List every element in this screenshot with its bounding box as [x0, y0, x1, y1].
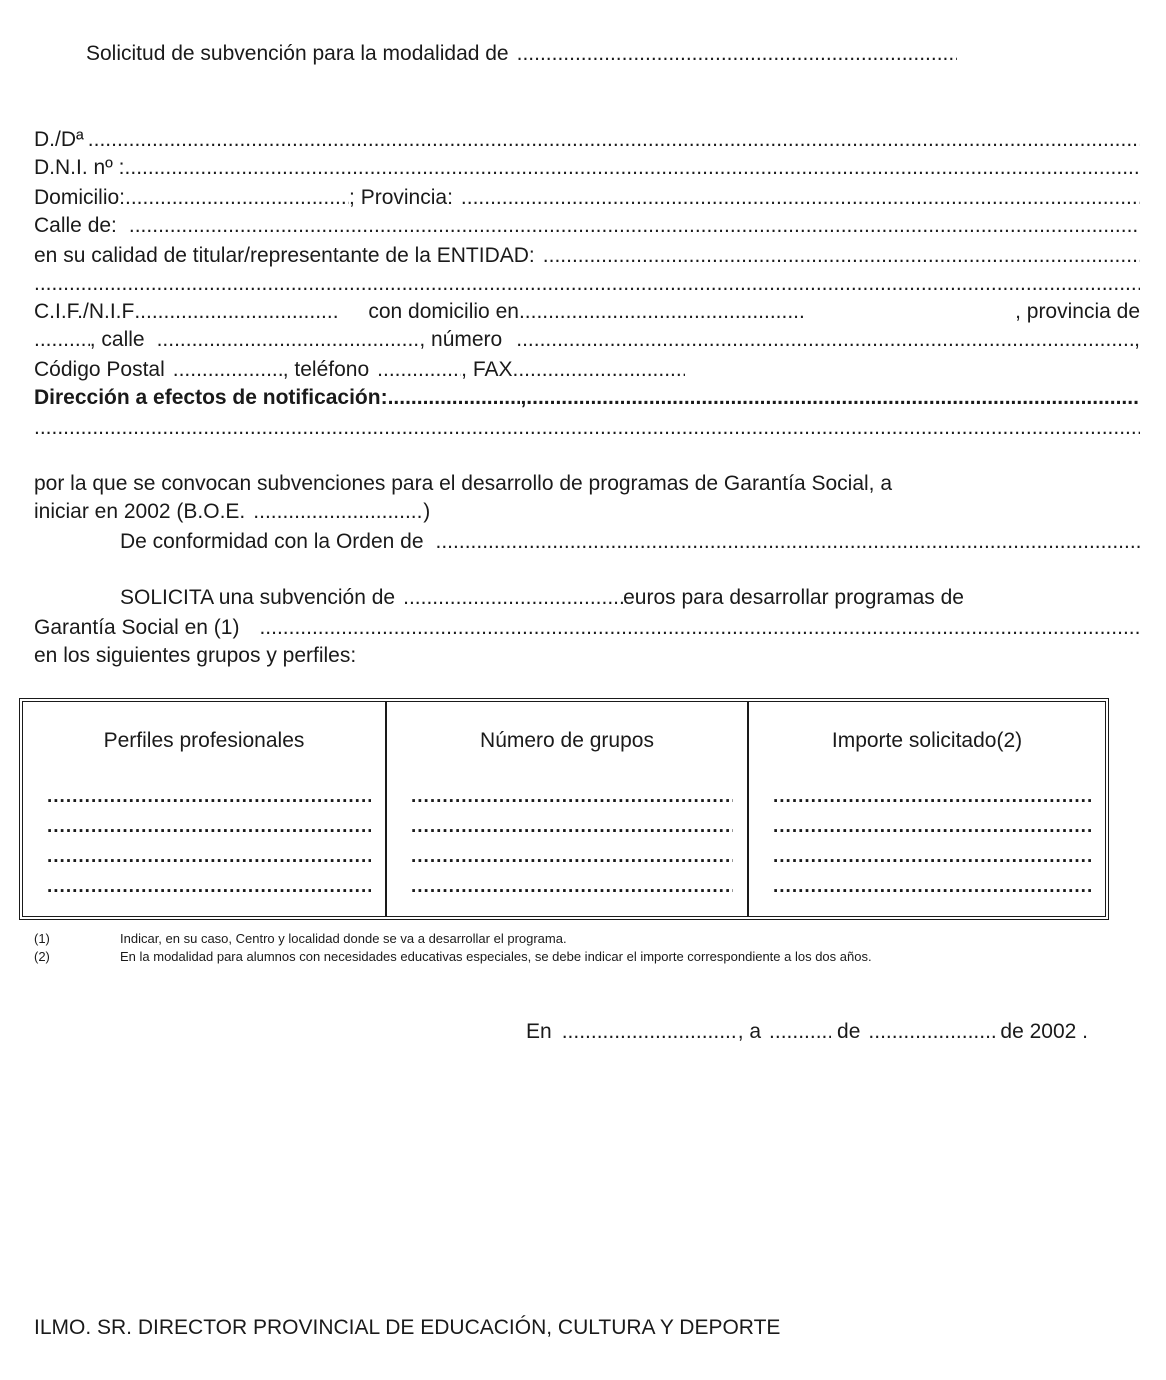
date-day-field[interactable]: [769, 1018, 831, 1046]
provincia-label: ; Provincia:: [349, 186, 453, 209]
entidad-field-2[interactable]: [34, 270, 1140, 298]
column-grupos: [387, 702, 749, 916]
calle-field[interactable]: [129, 212, 1140, 240]
cif-field[interactable]: [134, 298, 340, 326]
solicita-label-2: euros para desarrollar programas de: [623, 586, 964, 609]
fax-label: , FAX: [461, 358, 513, 381]
entidad-label: en su calidad de titular/representante de la ENTIDAD:: [34, 244, 535, 267]
con-domicilio-label: con domicilio en: [368, 300, 519, 323]
calle2-field[interactable]: [157, 326, 420, 354]
cp-field[interactable]: [173, 356, 283, 384]
footnote-1-text: Indicar, en su caso, Centro y localidad donde se va a desarrollar el programa.: [120, 931, 567, 946]
importe-field-4[interactable]: [773, 872, 1091, 902]
perfiles-field-2[interactable]: [47, 812, 371, 842]
convoca-line-2: [34, 498, 1140, 526]
perfiles-field-1[interactable]: [47, 782, 371, 812]
importe-field-2[interactable]: [773, 812, 1091, 842]
profiles-table: [19, 698, 1109, 920]
numero-label: , número: [419, 328, 503, 351]
notificacion-label: Dirección a efectos de notificación:: [34, 386, 388, 409]
column-perfiles: [23, 702, 387, 916]
convoca-text-2-end: ): [423, 500, 431, 523]
orden-field[interactable]: [436, 528, 1140, 556]
domicilio-field[interactable]: [125, 184, 349, 212]
garantia-field[interactable]: [259, 614, 1140, 642]
name-label: D./Dª: [34, 128, 84, 151]
notificacion-line: [34, 384, 1140, 412]
notificacion-sep: ,: [520, 386, 527, 409]
calle-line: [34, 212, 1140, 240]
footnote-1-num: (1): [34, 931, 50, 946]
notificacion-field[interactable]: [388, 384, 521, 412]
domicilio-label: Domicilio:: [34, 186, 126, 209]
orden-label: De conformidad con la Orden de: [120, 530, 424, 553]
modalidad-field[interactable]: [517, 40, 957, 68]
entidad-line-2: [34, 270, 1140, 298]
dni-label: D.N.I. nº :: [34, 156, 125, 179]
grupos-rows: [411, 782, 733, 902]
name-line: [34, 126, 1140, 154]
grupos-field-1[interactable]: [411, 782, 733, 812]
telefono-field[interactable]: [377, 356, 461, 384]
notificacion-line-2: [34, 414, 1140, 442]
calle2-label: , calle: [89, 328, 145, 351]
dni-field[interactable]: [125, 154, 1140, 182]
footnote-1: [34, 930, 1124, 948]
footnote-2-text: En la modalidad para alumnos con necesidades educativas especiales, se debe indicar el importe correspondiente a los dos años.: [120, 949, 872, 964]
modalidad-label: Solicitud de subvención para la modalidad de: [86, 42, 509, 65]
importe-rows: [773, 782, 1091, 902]
cp-line: [34, 356, 1140, 384]
garantia-line: [34, 614, 1140, 642]
provincia-de-field[interactable]: [34, 326, 90, 354]
solicita-label: SOLICITA una subvención de: [120, 586, 396, 609]
importe-field[interactable]: [403, 584, 623, 612]
domicilio-line: [34, 184, 1140, 212]
con-domicilio-field[interactable]: [519, 298, 803, 326]
modalidad-line: [86, 40, 1086, 68]
header-grupos: Número de grupos: [480, 729, 654, 752]
date-month-field[interactable]: [868, 1018, 996, 1046]
cif-label: C.I.F./N.I.F: [34, 300, 135, 323]
telefono-label: , teléfono: [282, 358, 370, 381]
garantia-label: Garantía Social en (1): [34, 616, 240, 639]
footnote-2-num: (2): [34, 949, 50, 964]
date-a-label: , a: [737, 1020, 762, 1043]
perfiles-field-3[interactable]: [47, 842, 371, 872]
perfiles-rows: [47, 782, 371, 902]
date-year-label: de 2002 .: [1000, 1020, 1088, 1043]
name-field[interactable]: [88, 126, 1140, 154]
convoca-text-2: iniciar en 2002 (B.O.E.: [34, 500, 246, 523]
grupos-field-4[interactable]: [411, 872, 733, 902]
provincia-de-label: , provincia de: [1015, 300, 1140, 323]
calle-numero-line: [34, 326, 1140, 354]
dni-line: [34, 154, 1140, 182]
cp-label: Código Postal: [34, 358, 165, 381]
header-importe: Importe solicitado(2): [831, 729, 1023, 752]
boe-field[interactable]: [253, 498, 423, 526]
importe-field-1[interactable]: [773, 782, 1091, 812]
grupos-field-3[interactable]: [411, 842, 733, 872]
entidad-line: [34, 242, 1140, 270]
column-importe: [749, 702, 1105, 916]
grupos-label: en los siguientes grupos y perfiles:: [34, 644, 357, 667]
importe-field-3[interactable]: [773, 842, 1091, 872]
notificacion-field-3[interactable]: [34, 414, 1140, 442]
numero-end: ,: [1134, 328, 1140, 351]
numero-field[interactable]: [516, 326, 1134, 354]
entidad-field[interactable]: [543, 242, 1140, 270]
calle-label: Calle de:: [34, 214, 117, 237]
date-de-label: de: [837, 1020, 861, 1043]
footnote-2: [34, 948, 1124, 984]
date-line: [526, 1018, 1146, 1046]
orden-line: [34, 528, 1140, 556]
header-perfiles: Perfiles profesionales: [103, 729, 305, 752]
date-place-field[interactable]: [562, 1018, 738, 1046]
date-en-label: En: [526, 1020, 552, 1043]
addressee: ILMO. SR. DIRECTOR PROVINCIAL DE EDUCACIÓN, CULTURA Y DEPORTE: [34, 1316, 781, 1339]
convoca-text-1: por la que se convocan subvenciones para el desarrollo de programas de Garantía Social, a: [34, 472, 893, 495]
provincia-field[interactable]: [461, 184, 1140, 212]
grupos-field-2[interactable]: [411, 812, 733, 842]
cif-line: [34, 298, 1140, 326]
notificacion-field-2[interactable]: [526, 384, 1140, 412]
fax-field[interactable]: [513, 356, 685, 384]
solicita-line: [34, 584, 1140, 612]
perfiles-field-4[interactable]: [47, 872, 371, 902]
